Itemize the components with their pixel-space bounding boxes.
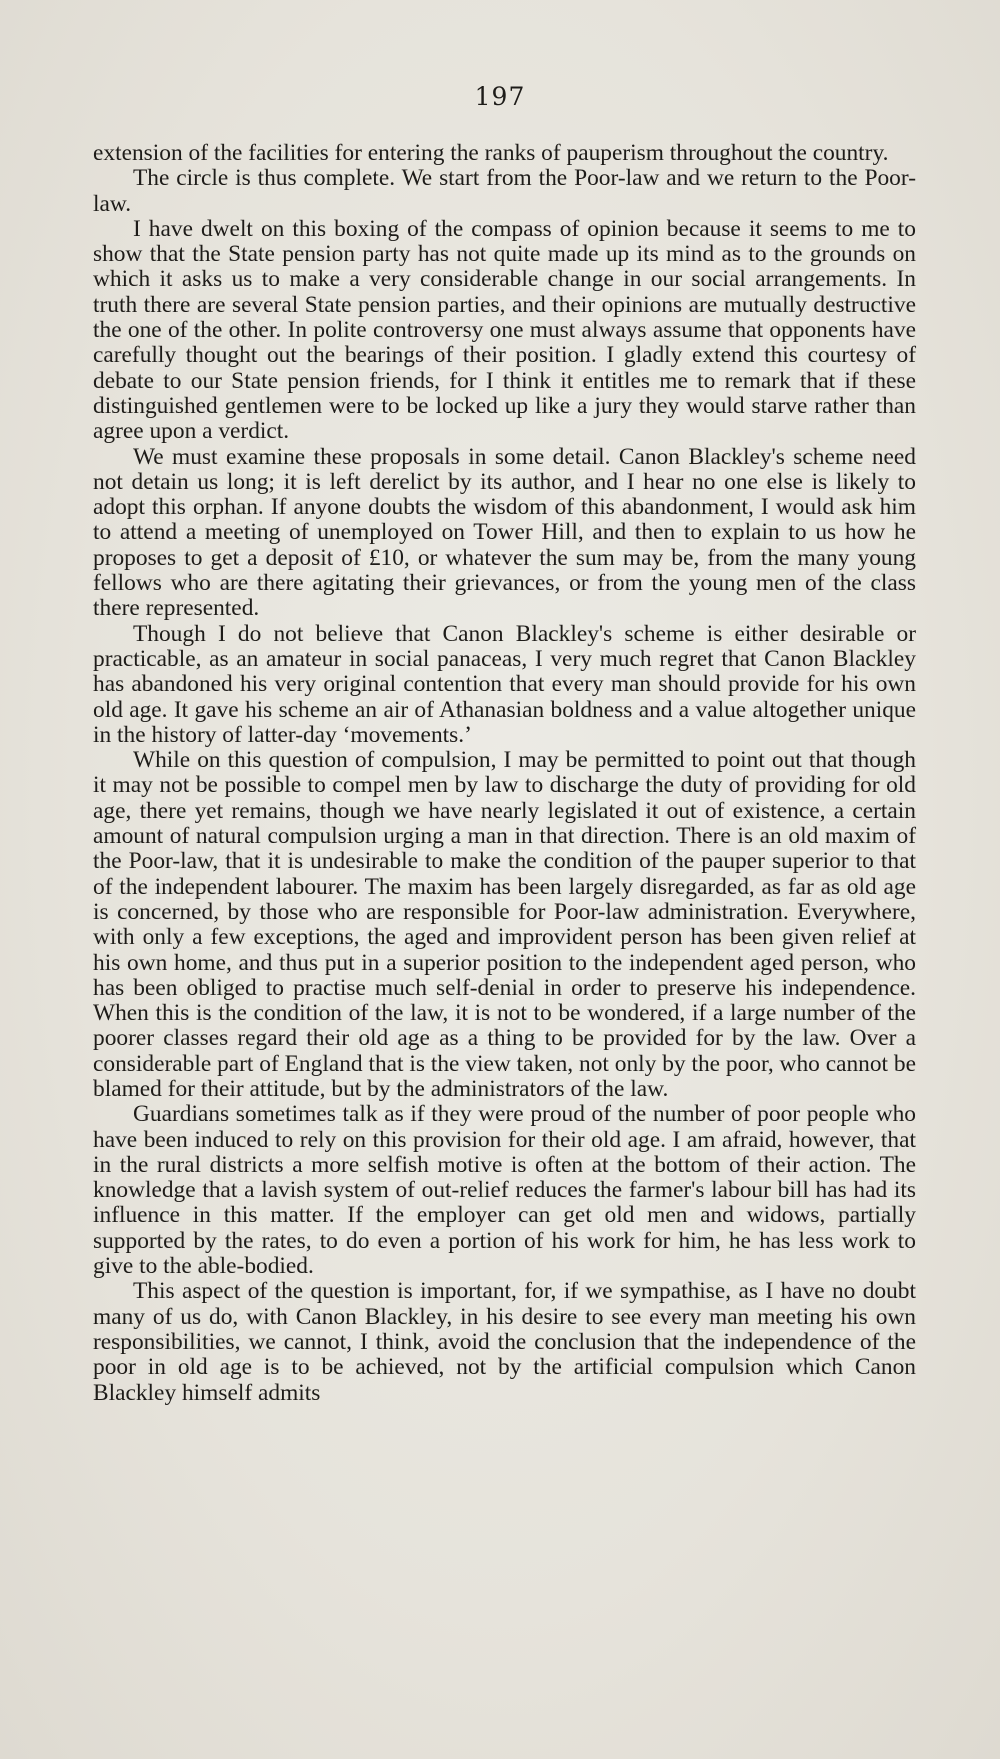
paragraph-2: The circle is thus complete. We start from the Poor-law and we return to the Poor-law. (93, 165, 916, 217)
paragraph-7: Guardians sometimes talk as if they were proud of the number of poor people who have been induced to rely on this provision for their old age. I am afraid, however, that in the rural districts a more selfish motive is often at the bottom of their action. The knowledge that a lavish system of out-relief reduces the farmer's labour bill has had its influence in this matter. If the employer can get old men and widows, partially supported by the rates, to do even a portion of his work for him, he has less work to give to the able-bodied. (93, 1101, 916, 1280)
body-text (93, 141, 916, 1406)
paragraph-5: Though I do not believe that Canon Blackley's scheme is either desirable or practicable, as an amateur in social panaceas, I very much regret that Canon Blackley has abandoned his very original contention that every man should provide for his own old age. It gave his scheme an air of Athanasian boldness and a value altogether unique in the history of latter-day ‘movements.’ (93, 620, 916, 748)
paragraph-8: This aspect of the question is important, for, if we sympathise, as I have no doubt many of us do, with Canon Blackley, in his desire to see every man meeting his own responsibilities, we cannot, I think, avoid the conclusion that the independence of the poor in old age is to be achieved, not by the artificial compulsion which Canon Blackley himself admits (93, 1278, 916, 1406)
paragraph-3: I have dwelt on this boxing of the compass of opinion because it seems to me to show that the State pension party has not quite made up its mind as to the grounds on which it asks us to make a very considerable change in our social arrangements. In truth there are several State pension parties, and their opinions are mutually destructive the one of the other. In polite controversy one must always assume that opponents have carefully thought out the bearings of their position. I gladly extend this courtesy of debate to our State pension friends, for I think it entitles me to remark that if these distinguished gentlemen were to be locked up like a jury they would starve rather than agree upon a verdict. (93, 215, 916, 445)
page-number: 197 (474, 82, 526, 111)
paragraph-4: We must examine these proposals in some detail. Canon Blackley's scheme need not detain us long; it is left derelict by its author, and I hear no one else is likely to adopt this orphan. If anyone doubts the wisdom of this abandonment, I would ask him to attend a meeting of unemployed on Tower Hill, and then to explain to us how he proposes to get a deposit of £10, or whatever the sum may be, from the many young fellows who are there agitating their grievances, or from the young men of the class there represented. (93, 443, 916, 622)
paragraph-6: While on this question of compulsion, I may be permitted to point out that though it may not be possible to compel men by law to discharge the duty of providing for old age, there yet remains, though we have nearly legislated it out of existence, a certain amount of natural compulsion urging a man in that direction. There is an old maxim of the Poor-law, that it is undesirable to make the condition of the pauper superior to that of the independent labourer. The maxim has been largely disregarded, as far as old age is concerned, by those who are responsible for Poor-law administration. Everywhere, with only a few exceptions, the aged and improvident person has been given relief at his own home, and thus put in a superior position to the independent aged person, who has been obliged to practise much self-denial in order to preserve his independence. When this is the condition of the law, it is not to be wondered, if a large number of the poorer classes regard their old age as a thing to be provided for by the law. Over a considerable part of England that is the view taken, not only by the poor, who cannot be blamed for their attitude, but by the administrators of the law. (93, 747, 916, 1102)
paragraph-1: extension of the facilities for entering the ranks of pauperism throughout the country. (93, 140, 889, 166)
